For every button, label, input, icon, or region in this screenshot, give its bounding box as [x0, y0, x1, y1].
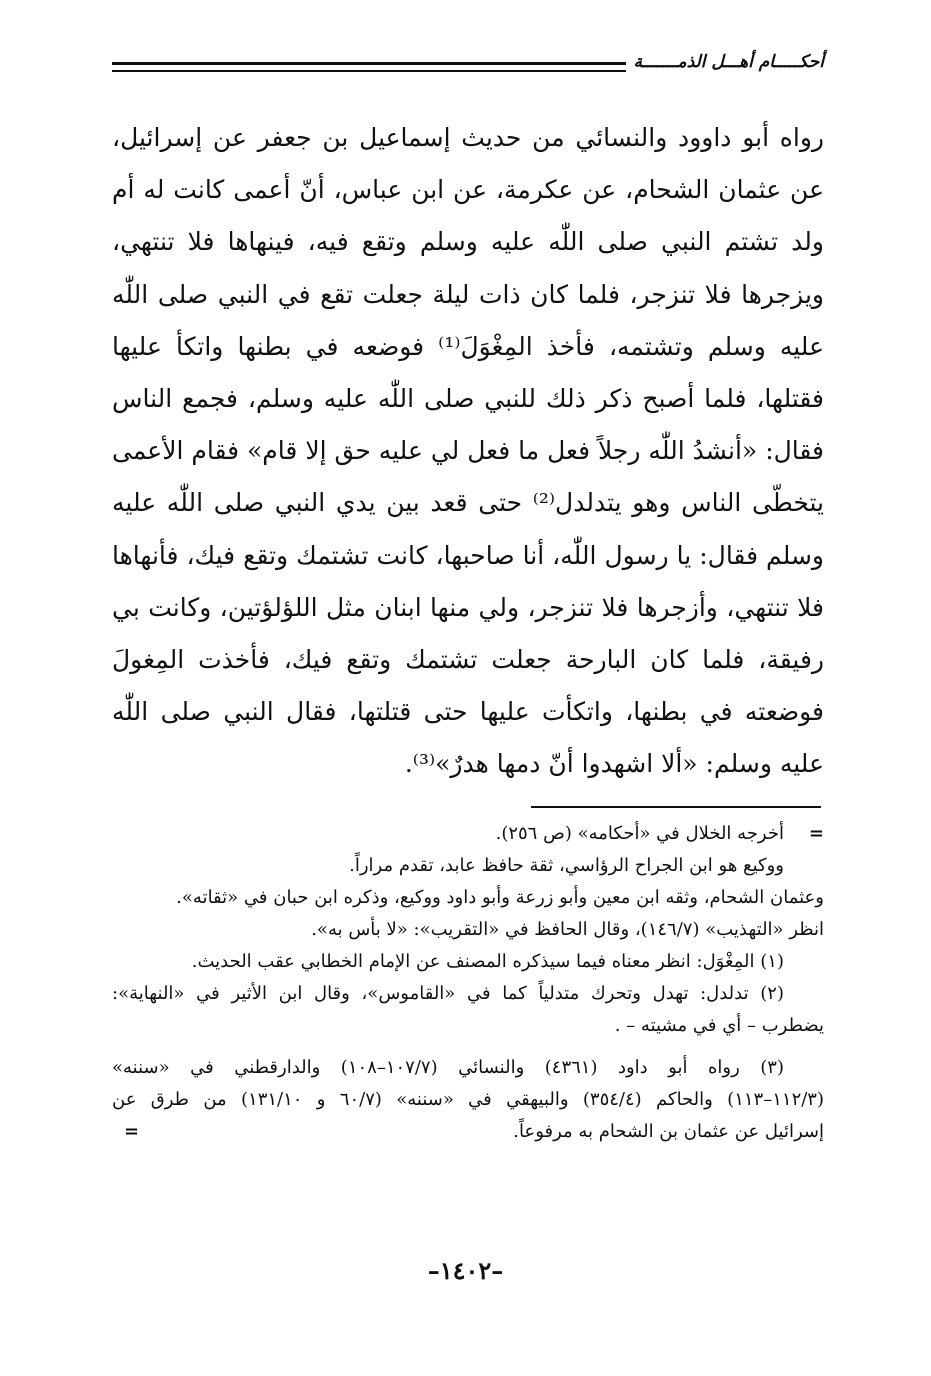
header-title: أحكـــــام أهـــل الذمـــــــة: [626, 52, 824, 72]
footnote-2: (٢) تدلدل: تهدل وتحرك متدلياً كما في «القاموس»، وقال ابن الأثير في «النهاية»:: [112, 983, 784, 1004]
footnote-separator: [531, 806, 821, 808]
footnote-text: إسرائيل عن عثمان بن الشحام به مرفوعاً.: [513, 1121, 824, 1142]
main-text: رواه أبو داوود والنسائي من حديث إسماعيل بن جعفر عن إسرائيل، عن عثمان الشحام، عن عكرمة، عن ابن عباس، أنّ أعمى كانت له أم ولد تشتم النبي صلى اللّٰه عليه وسلم وتقع فيه، فينهاها فلا تنتهي، ويزجرها فلا تنزجر، فلما كان ذات ليلة جعلت تقع في النبي صلى اللّٰه عليه وسلم وتشتمه، فأخذ المِغْوَلَ⁽¹⁾ فوضعه في بطنها واتكأ عليها فقتلها، فلما أصبح ذكر ذلك للنبي صلى اللّٰه عليه وسلم، فجمع الناس فقال: «أنشدُ اللّٰه رجلاً فعل ما فعل لي عليه حق إلا قام» فقام الأعمى يتخطّى الناس وهو يتدلدل⁽²⁾ حتى قعد بين يدي النبي صلى اللّٰه عليه وسلم فقال: يا رسول اللّٰه، أنا صاحبها، كانت تشتمك وتقع فيك، فأنهاها فلا تنتهي، وأزجرها فلا تنزجر، ولي منها ابنان مثل اللؤلؤتين، وكانت بي رفيقة، فلما كان البارحة جعلت تشتمك وتقع فيك، فأخذت المِغولَ فوضعته في بطنها، واتكأت عليها حتى قتلتها، فقال النبي صلى اللّٰه عليه وسلم: «ألا اشهدوا أنّ دمها هدرٌ»⁽³⁾.: [112, 123, 824, 779]
footnote-text: أخرجه الخلال في «أحكامه» (ص ٢٥٦).: [495, 823, 784, 844]
running-header: [112, 50, 824, 90]
footnote-line: وعثمان الشحام، وثقه ابن معين وأبو زرعة وأبو داود ووكيع، وذكره ابن حبان في «ثقاته».: [176, 887, 824, 908]
footnote-3-line-3: [112, 1116, 824, 1148]
continuation-mark: =: [124, 1121, 140, 1142]
page-number: –١٤٠٢–: [427, 1256, 504, 1285]
footnote-3-line-2: (١١٢/٣–١١٣) والحاكم (٣٥٤/٤) والبيهقي في «سننه» (٦٠/٧ و ١٣١/١٠) من طرق عن: [112, 1089, 825, 1110]
footnote-line: ووكيع هو ابن الجراح الرؤاسي، ثقة حافظ عابد، تقدم مراراً.: [349, 855, 784, 876]
footnote-line: انظر «التهذيب» (١٤٦/٧)، وقال الحافظ في «التقريب»: «لا بأس به».: [311, 919, 824, 940]
footnote-line: [112, 818, 824, 850]
footnote-3: (٣) رواه أبو داود (٤٣٦١) والنسائي (١٠٧/٧–١٠٨) والدارقطني في «سننه»: [112, 1057, 784, 1078]
continuation-mark: =: [808, 823, 824, 844]
footnote-2-continuation: يضطرب – أي في مشيته – .: [614, 1015, 824, 1036]
footnote-1: (١) المِغْوَل: انظر معناه فيما سيذكره المصنف عن الإمام الخطابي عقب الحديث.: [191, 951, 784, 972]
footnotes: [112, 818, 824, 1148]
